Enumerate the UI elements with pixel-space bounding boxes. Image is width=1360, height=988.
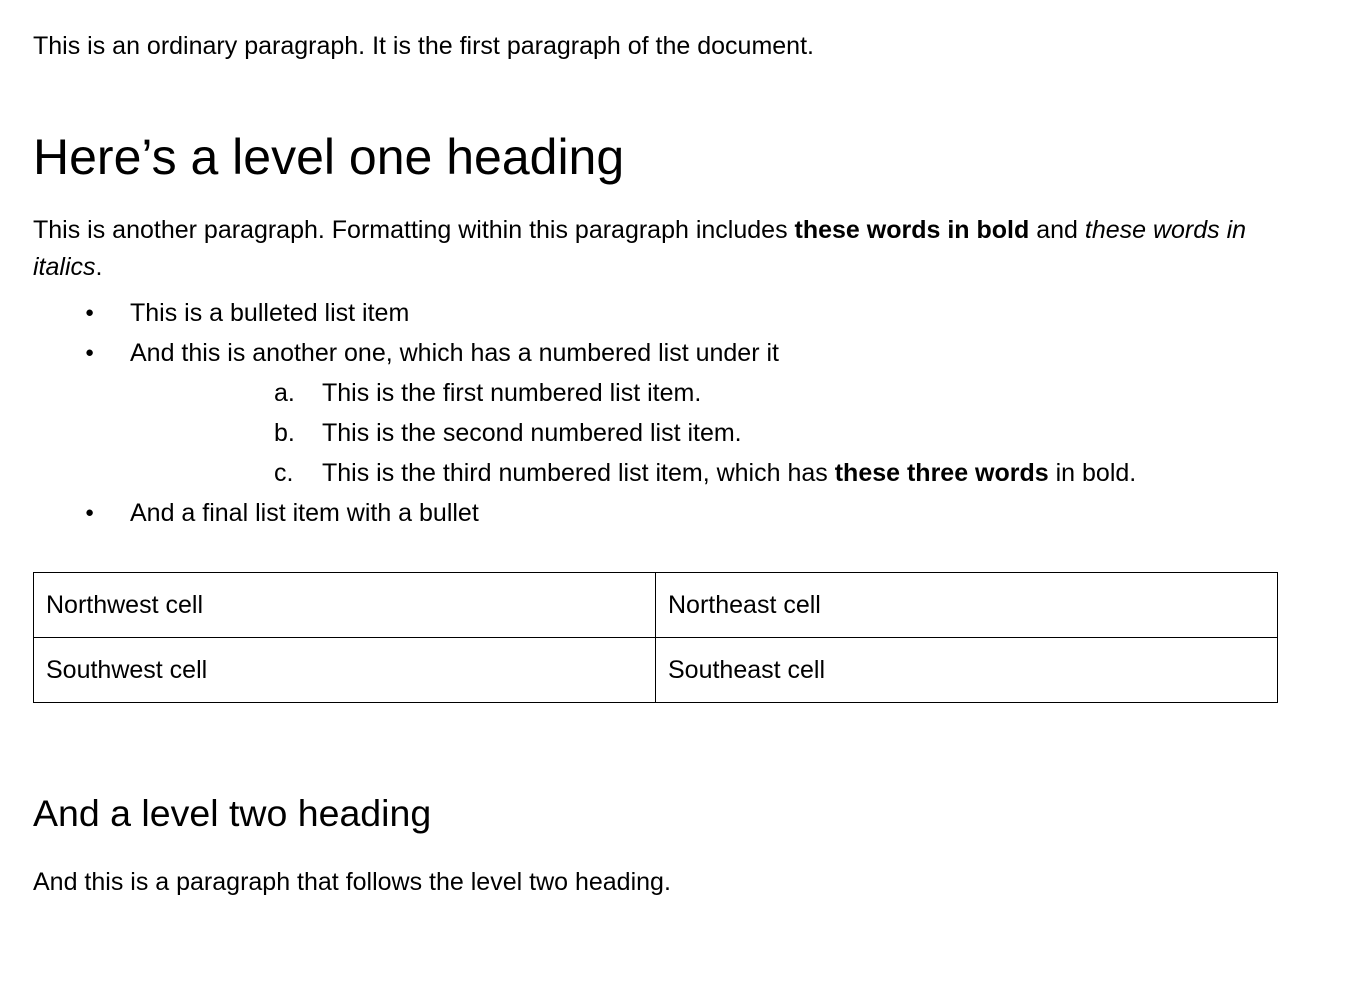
bulleted-list — [33, 293, 1278, 533]
bullet-icon: ● — [85, 304, 95, 321]
heading-level-two: And a level two heading — [33, 792, 432, 834]
formatted-paragraph-run-normal-2: and — [1029, 216, 1085, 244]
bullet-icon: ● — [85, 504, 95, 521]
closing-paragraph: And this is a paragraph that follows the level two heading. — [33, 868, 671, 896]
table-cell-northeast: Northeast cell — [656, 573, 1278, 638]
table-cell-southeast: Southeast cell — [656, 638, 1278, 703]
list-item — [33, 333, 1278, 493]
bullet-icon: ● — [85, 344, 95, 361]
formatted-paragraph-run-bold: these words in bold — [794, 216, 1030, 244]
list-item-text: This is the second numbered list item. — [322, 419, 742, 447]
table-cell-southwest: Southwest cell — [34, 638, 656, 703]
list-item — [33, 293, 1278, 333]
list-item — [33, 493, 1278, 533]
table-row — [34, 573, 1278, 638]
formatted-paragraph-run-normal-3: . — [95, 253, 103, 281]
list-item — [130, 453, 1278, 493]
numbered-sublist — [130, 373, 1278, 493]
list-item-text: This is the first numbered list item. — [322, 379, 702, 407]
list-item — [130, 413, 1278, 453]
list-item-text: And a final list item with a bullet — [130, 499, 479, 527]
formatted-paragraph-run-normal-1: This is another paragraph. Formatting within this paragraph includes — [33, 216, 795, 244]
list-marker: c. — [274, 459, 294, 487]
list-item — [130, 373, 1278, 413]
list-item-run-normal-2: in bold. — [1048, 459, 1137, 487]
table-cell-northwest: Northwest cell — [34, 573, 656, 638]
list-item-run-normal-1: This is the third numbered list item, which has — [322, 459, 835, 487]
list-marker: b. — [274, 419, 295, 447]
intro-paragraph: This is an ordinary paragraph. It is the first paragraph of the document. — [33, 32, 814, 60]
two-by-two-table — [33, 572, 1278, 703]
list-item-text — [322, 459, 1136, 487]
formatted-paragraph-run-italic: these words in italics — [33, 216, 1247, 281]
heading-level-one: Here’s a level one heading — [33, 129, 625, 185]
list-item-text: This is a bulleted list item — [130, 299, 410, 327]
list-item-text: And this is another one, which has a numbered list under it — [130, 339, 779, 367]
list-item-run-bold: these three words — [834, 459, 1049, 487]
list-marker: a. — [274, 379, 295, 407]
formatted-paragraph — [33, 212, 1278, 286]
table-row — [34, 638, 1278, 703]
